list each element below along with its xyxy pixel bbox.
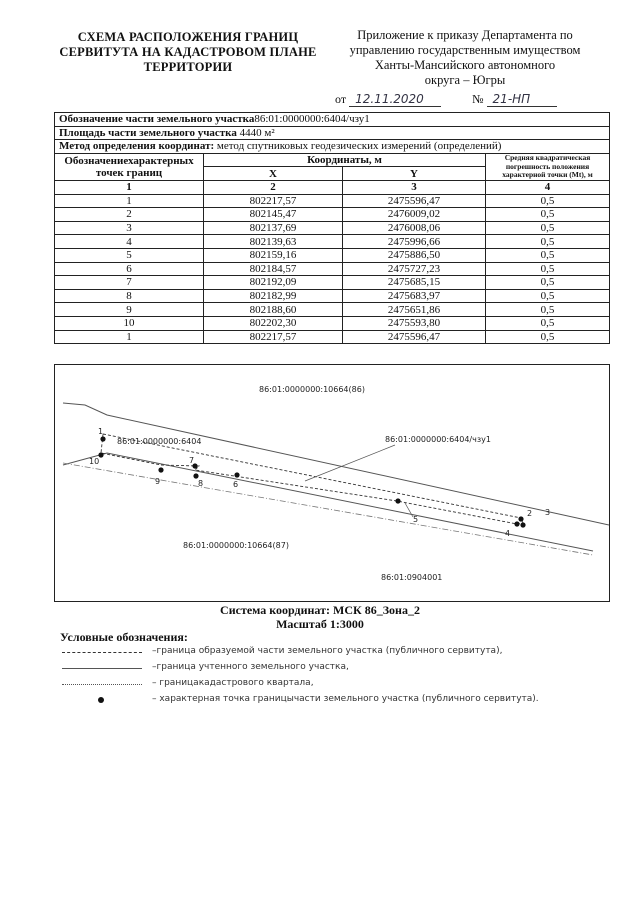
appendix-line: округа – Югры: [424, 73, 506, 87]
coord-x: 802137,69: [204, 221, 343, 235]
coord-x: 802192,09: [204, 276, 343, 290]
point-label: 5: [413, 515, 419, 524]
point-marker: [514, 521, 519, 526]
coord-y: 2475996,66: [343, 235, 486, 249]
error-value: 0,5: [486, 208, 610, 222]
column-number: 1: [55, 180, 204, 194]
coord-y: 2475596,47: [343, 330, 486, 344]
parcel-label-top: 86:01:0000000:10664(86): [259, 385, 365, 394]
servitude-boundary: [101, 434, 523, 524]
designation-row: [55, 113, 610, 127]
area-row: [55, 126, 610, 140]
header-error: Средняя квадратическая погрешность положения характерной точки (Мt), м: [486, 153, 610, 180]
order-date-line: [335, 92, 595, 107]
legend-symbol-servitude: [62, 652, 142, 654]
appendix-line: Ханты-Мансийского автономного: [374, 58, 556, 72]
map-scale: Масштаб 1:3000: [276, 617, 364, 631]
header-y: Y: [343, 167, 486, 181]
point-id: 1: [55, 330, 204, 344]
point-marker: [520, 522, 525, 527]
point-marker: [234, 472, 239, 477]
point-id: 4: [55, 235, 204, 249]
coord-x: 802217,57: [204, 330, 343, 344]
error-value: 0,5: [486, 316, 610, 330]
coordinates-table: [54, 112, 610, 344]
servitude-label: 86:01:0000000:6404/чзу1: [385, 435, 491, 444]
point-id: 3: [55, 221, 204, 235]
coord-x: 802188,60: [204, 303, 343, 317]
error-value: 0,5: [486, 194, 610, 208]
number-prefix: №: [472, 92, 484, 106]
point-id: 7: [55, 276, 204, 290]
column-number: 2: [204, 180, 343, 194]
table-row: [55, 194, 610, 208]
table-row: [55, 235, 610, 249]
point-id: 2: [55, 208, 204, 222]
header-x: X: [204, 167, 343, 181]
table-row: [55, 262, 610, 276]
coord-y: 2475593,80: [343, 316, 486, 330]
error-value: 0,5: [486, 289, 610, 303]
point-id: 10: [55, 316, 204, 330]
point-id: 1: [55, 194, 204, 208]
legend-symbol-point: [98, 697, 104, 703]
column-numbers-row: [55, 180, 610, 194]
point-label: 9: [155, 477, 161, 486]
parcel-label-bottom: 86:01:0000000:10664(87): [183, 541, 289, 550]
cadastral-map: [54, 364, 610, 602]
table-row: [55, 221, 610, 235]
coord-x: 802139,63: [204, 235, 343, 249]
table-row: [55, 276, 610, 290]
coord-y: 2476009,02: [343, 208, 486, 222]
legend-symbol-parcel: [62, 668, 142, 670]
title-line: ТЕРРИТОРИИ: [143, 60, 233, 74]
point-label: 2: [527, 509, 533, 518]
error-value: 0,5: [486, 221, 610, 235]
point-marker: [518, 516, 523, 521]
coord-x: 802202,30: [204, 316, 343, 330]
legend-title: Условные обозначения:: [60, 630, 188, 644]
parcel-boundary-line: [63, 453, 593, 551]
coord-y: 2475683,97: [343, 289, 486, 303]
point-marker: [395, 498, 400, 503]
title-line: СЕРВИТУТА НА КАДАСТРОВОМ ПЛАНЕ: [59, 45, 317, 59]
column-number: 3: [343, 180, 486, 194]
parcel-boundary-line: [63, 403, 609, 525]
coord-y: 2475727,23: [343, 262, 486, 276]
table-row: [55, 248, 610, 262]
point-id: 9: [55, 303, 204, 317]
point-label: 6: [233, 480, 239, 489]
method-value: метод спутниковых геодезических измерений (определений): [216, 140, 502, 153]
point-marker: [100, 436, 105, 441]
map-drawing: [55, 365, 609, 601]
legend-text: – характерная точка границычасти земельного участка (публичного сервитута).: [152, 694, 539, 704]
point-id: 8: [55, 289, 204, 303]
coord-y: 2475886,50: [343, 248, 486, 262]
error-value: 0,5: [486, 330, 610, 344]
table-header-row: [55, 153, 610, 167]
point-marker: [193, 473, 198, 478]
designation-value: 86:01:0000000:6404/чзу1: [254, 113, 370, 126]
method-row: [55, 140, 610, 154]
coord-y: 2475651,86: [343, 303, 486, 317]
parcel-label-main: 86:01:0000000:6404: [117, 437, 202, 446]
point-label: 4: [505, 529, 511, 538]
appendix-note: [330, 28, 600, 88]
area-label: Площадь части земельного участка: [59, 126, 237, 139]
point-label: 8: [198, 479, 204, 488]
legend-text: – границакадастрового квартала,: [152, 678, 314, 688]
coord-y: 2475685,15: [343, 276, 486, 290]
point-marker: [158, 467, 163, 472]
coord-y: 2476008,06: [343, 221, 486, 235]
error-value: 0,5: [486, 262, 610, 276]
error-value: 0,5: [486, 276, 610, 290]
point-id: 5: [55, 248, 204, 262]
leader-line: [405, 503, 413, 517]
table-row: [55, 208, 610, 222]
area-value: 4440 м²: [239, 126, 275, 139]
table-row: [55, 316, 610, 330]
error-value: 0,5: [486, 235, 610, 249]
point-id: 6: [55, 262, 204, 276]
error-value: 0,5: [486, 303, 610, 317]
coord-x: 802184,57: [204, 262, 343, 276]
header-points: Обозначениехарактерных точек границ: [55, 153, 204, 180]
header-coords: Координаты, м: [204, 153, 486, 167]
legend-text: –граница образуемой части земельного участка (публичного сервитута),: [152, 646, 503, 656]
document-title: [48, 30, 328, 75]
error-value: 0,5: [486, 248, 610, 262]
point-label: 7: [189, 456, 195, 465]
appendix-line: Приложение к приказу Департамента по: [357, 28, 573, 42]
coord-x: 802159,16: [204, 248, 343, 262]
number-value: 21-НП: [487, 92, 557, 107]
quarter-boundary-line: [63, 463, 593, 555]
date-prefix: от: [335, 92, 347, 106]
date-value: 12.11.2020: [349, 92, 441, 107]
method-label: Метод определения координат:: [59, 140, 215, 153]
point-label: 1: [98, 427, 104, 436]
table-row: [55, 330, 610, 344]
column-number: 4: [486, 180, 610, 194]
quarter-label: 86:01:0904001: [381, 573, 443, 582]
coord-x: 802182,99: [204, 289, 343, 303]
point-label: 10: [89, 457, 100, 466]
legend-text: –граница учтенного земельного участка,: [152, 662, 349, 672]
table-row: [55, 303, 610, 317]
legend-symbol-quarter: [62, 684, 142, 686]
designation-label: Обозначение части земельного участка: [59, 113, 255, 126]
coord-x: 802217,57: [204, 194, 343, 208]
table-row: [55, 289, 610, 303]
coord-y: 2475596,47: [343, 194, 486, 208]
appendix-line: управлению государственным имуществом: [349, 43, 581, 57]
title-line: СХЕМА РАСПОЛОЖЕНИЯ ГРАНИЦ: [77, 30, 299, 44]
coord-x: 802145,47: [204, 208, 343, 222]
coordinate-system: Система координат: МСК 86_Зона_2: [220, 603, 420, 617]
point-label: 3: [545, 508, 551, 517]
